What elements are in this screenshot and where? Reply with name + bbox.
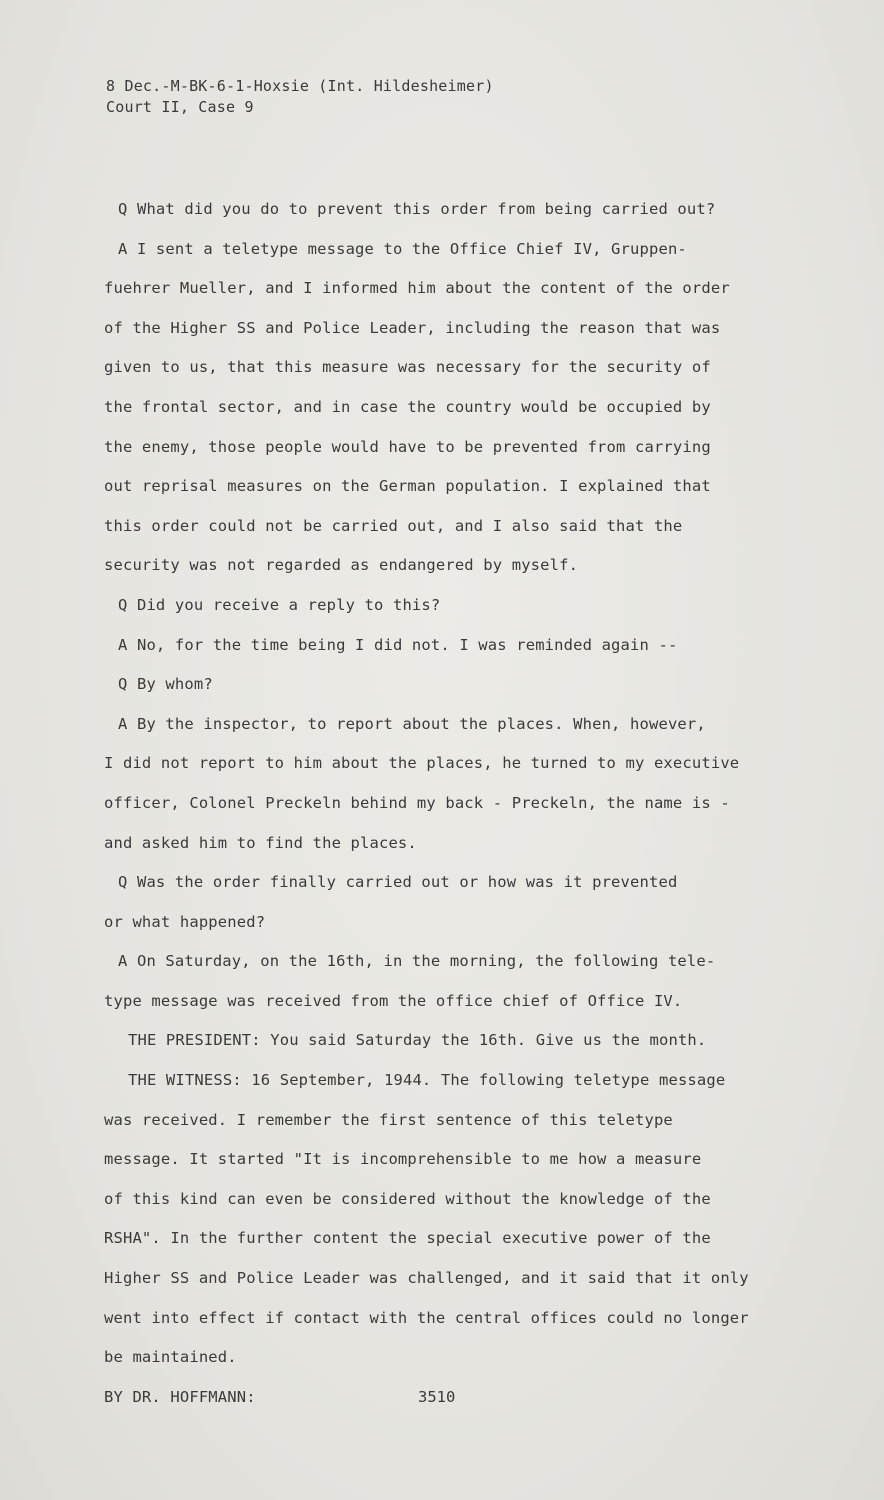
- transcript-line: A On Saturday, on the 16th, in the morning, the following tele-: [118, 952, 716, 971]
- transcript-line: Higher SS and Police Leader was challenged, and it said that it only: [104, 1269, 749, 1288]
- transcript-line: message. It started "It is incomprehensible to me how a measure: [104, 1150, 702, 1169]
- transcript-line: THE PRESIDENT: You said Saturday the 16th. Give us the month.: [128, 1031, 707, 1050]
- transcript-line: be maintained.: [104, 1348, 237, 1367]
- transcript-line: Q By whom?: [118, 675, 213, 694]
- transcript-line: the enemy, those people would have to be prevented from carrying: [104, 437, 711, 456]
- header-line-1: 8 Dec.-M-BK-6-1-Hoxsie (Int. Hildesheimer): [106, 77, 494, 95]
- transcript-line: Q What did you do to prevent this order from being carried out?: [118, 200, 716, 218]
- page-number: 3510: [418, 1388, 456, 1406]
- transcript-line: of this kind can even be considered without the knowledge of the: [104, 1189, 711, 1208]
- transcript-line: this order could not be carried out, and I also said that the: [104, 516, 683, 535]
- header-line-2: Court II, Case 9: [106, 98, 254, 116]
- transcript-line: was received. I remember the first sentence of this teletype: [104, 1110, 673, 1129]
- transcript-line: security was not regarded as endangered by myself.: [104, 556, 579, 575]
- transcript-line: the frontal sector, and in case the country would be occupied by: [104, 397, 711, 416]
- transcript-line: of the Higher SS and Police Leader, including the reason that was: [104, 318, 721, 337]
- transcript-body: [104, 190, 794, 1417]
- transcript-line: A By the inspector, to report about the places. When, however,: [118, 714, 706, 733]
- transcript-line: I did not report to him about the places, he turned to my executive: [104, 754, 740, 773]
- transcript-line: officer, Colonel Preckeln behind my back - Preckeln, the name is -: [104, 793, 730, 812]
- transcript-line: went into effect if contact with the central offices could no longer: [104, 1308, 749, 1327]
- transcript-line: fuehrer Mueller, and I informed him about the content of the order: [104, 279, 730, 298]
- transcript-line: Q Did you receive a reply to this?: [118, 595, 441, 614]
- transcript-line: THE WITNESS: 16 September, 1944. The following teletype message: [128, 1071, 726, 1090]
- document-header: [106, 76, 494, 118]
- transcript-line: RSHA". In the further content the special executive power of the: [104, 1229, 711, 1248]
- transcript-line: given to us, that this measure was necessary for the security of: [104, 358, 711, 377]
- transcript-line: out reprisal measures on the German population. I explained that: [104, 477, 711, 496]
- transcript-line: type message was received from the office chief of Office IV.: [104, 991, 683, 1010]
- transcript-line: Q Was the order finally carried out or how was it prevented: [118, 873, 678, 892]
- transcript-line: BY DR. HOFFMANN:: [104, 1387, 256, 1406]
- transcript-line: and asked him to find the places.: [104, 833, 417, 852]
- transcript-line: or what happened?: [104, 912, 266, 931]
- transcript-line: A No, for the time being I did not. I was reminded again --: [118, 635, 678, 654]
- transcript-line: A I sent a teletype message to the Office Chief IV, Gruppen-: [118, 239, 687, 258]
